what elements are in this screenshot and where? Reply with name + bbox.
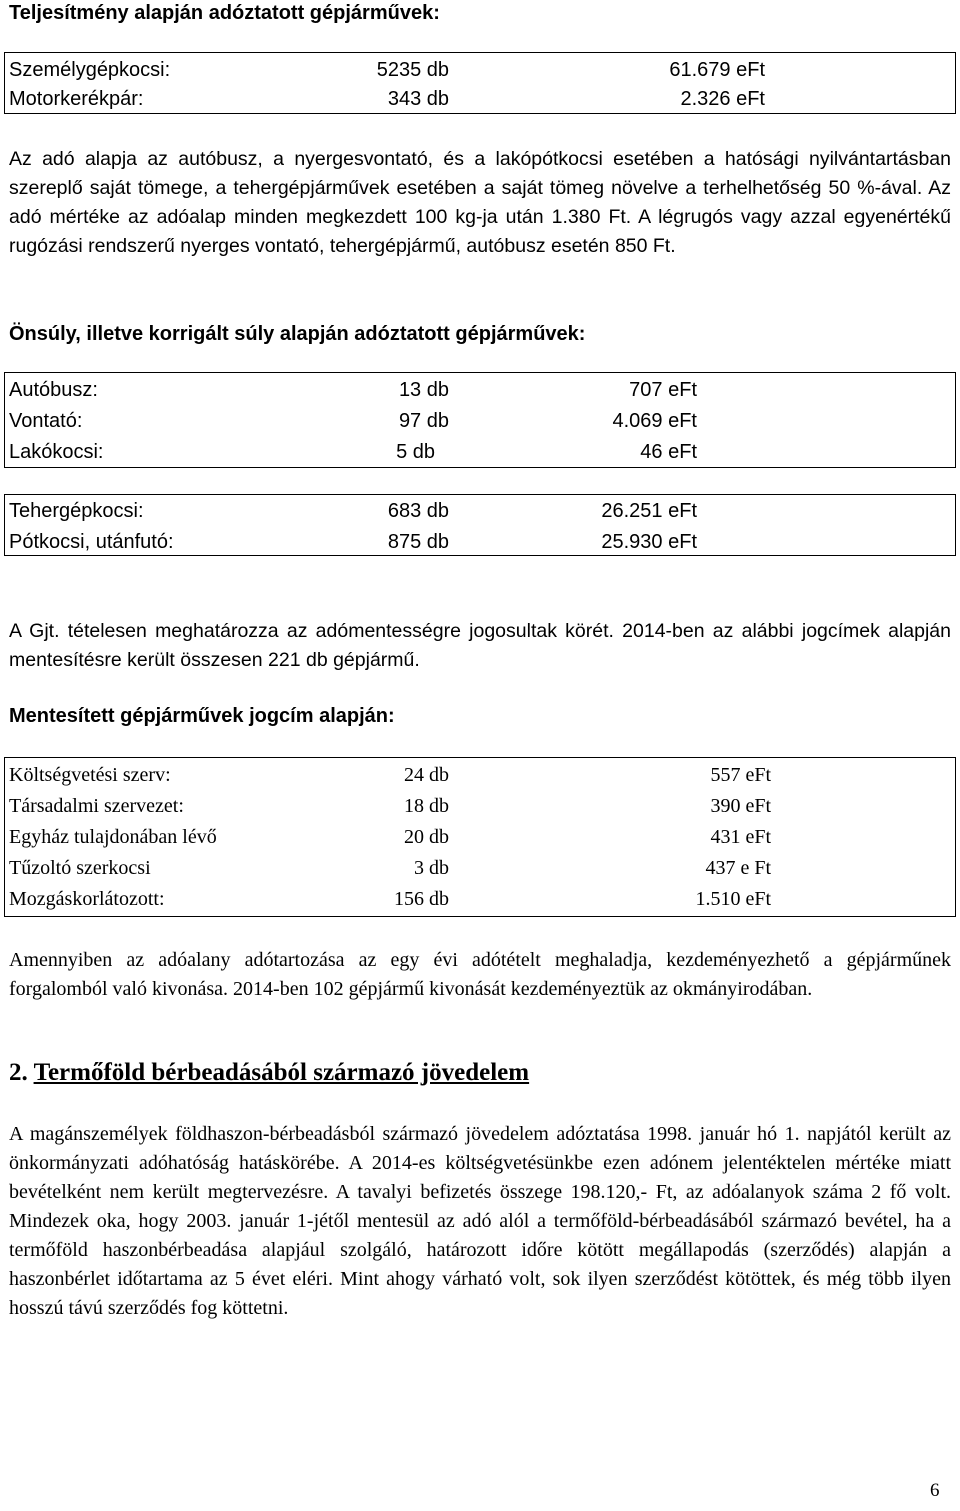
row-count: 24 db xyxy=(404,764,449,786)
row-count: 875 db xyxy=(387,531,449,553)
row-amount: 431 eFt xyxy=(710,826,771,848)
section-heading-exempt: Mentesített gépjárművek jogcím alapján: xyxy=(9,705,395,727)
row-amount: 390 eFt xyxy=(710,795,771,817)
tax-rate-text: Az adó mértéke az adóalap minden megkezdett 100 kg-ja után 1.380 Ft. xyxy=(9,177,951,228)
table-row xyxy=(9,55,949,85)
table-row xyxy=(9,884,949,914)
section-number: 2. xyxy=(9,1059,28,1086)
row-label: Vontató: xyxy=(9,410,83,432)
table-row xyxy=(9,437,949,467)
land-income-paragraph: A magánszemélyek földhaszon-bérbeadásból származó jövedelem adóztatása 1998. január hó 1. napjától került az önkormányzati adóhatóság hatáskörébe. A 2014-es költségvetésünkbe ezen adónem jelentéktelen mértéke miatt bevételként nem került megtervezésre. A tavalyi befizetés összege 198.120,- Ft, az adóalanyok száma 2 fő volt. Mindezek oka, hogy 2003. január 1-jétől mentesül az adó alól a termőföld-bérbeadásából származó bevétel, ha a termőföld haszonbérbeadása alapjául szolgáló, határozott időre kötött megállapodás (szerződés) alapján a haszonbérlet időtartama az 5 évet eléri. Mint ahogy várható volt, sok ilyen szerződést kötöttek, és még több ilyen hosszú távú szerződés fog köttetni. xyxy=(9,1123,951,1319)
row-amount: 26.251 eFt xyxy=(601,500,697,522)
section-4-title xyxy=(9,1059,529,1087)
row-count: 5235 db xyxy=(376,59,449,81)
row-count: 5 db xyxy=(396,441,435,463)
withdrawal-paragraph: Amennyiben az adóalany adótartozása az egy évi adótételt meghaladja, kezdeményezhető a gépjárműnek forgalomból való kivonása. 2014-ben 102 gépjármű kivonását kezdeményeztük az okmányirodában. xyxy=(9,949,951,1000)
row-count: 156 db xyxy=(394,888,449,910)
table-row xyxy=(9,822,949,852)
row-count: 18 db xyxy=(404,795,449,817)
row-label: Költségvetési szerv: xyxy=(9,764,171,786)
row-label: Autóbusz: xyxy=(9,379,98,401)
table-row xyxy=(9,853,949,883)
row-amount: 4.069 eFt xyxy=(612,410,697,432)
page-number: 6 xyxy=(930,1480,940,1501)
table-row xyxy=(9,496,949,526)
row-label: Személygépkocsi: xyxy=(9,59,171,81)
row-count: 683 db xyxy=(387,500,449,522)
table-row xyxy=(9,84,949,114)
row-count: 13 db xyxy=(398,379,449,401)
table-row xyxy=(9,527,949,557)
row-count: 3 db xyxy=(414,857,449,879)
row-amount: 557 eFt xyxy=(710,764,771,786)
row-count: 20 db xyxy=(404,826,449,848)
table-row xyxy=(9,406,949,436)
row-count: 97 db xyxy=(398,410,449,432)
air-suspension-text: A légrugós vagy azzal egyenértékű rugózási rendszerű nyerges vontató, tehergépjármű, autóbusz esetén 850 Ft. xyxy=(9,206,951,257)
table-row xyxy=(9,791,949,821)
row-label: Mozgáskorlátozott: xyxy=(9,888,165,910)
table-row xyxy=(9,375,949,405)
tax-basis-text: Az adó alapja az autóbusz, a nyergesvontató, és a lakópótkocsi esetében a hatósági nyilvántartásban szereplő saját tömege, a tehergépjárművek esetében a saját tömeg növelve a terhelhetőség 50 %-ával. xyxy=(9,148,951,199)
row-label: Pótkocsi, utánfutó: xyxy=(9,531,174,553)
row-label: Tehergépkocsi: xyxy=(9,500,144,522)
row-label: Tűzoltó szerkocsi xyxy=(9,857,151,879)
section-heading-weight: Önsúly, illetve korrigált súly alapján adóztatott gépjárművek: xyxy=(9,323,586,345)
row-count: 343 db xyxy=(387,88,449,110)
row-amount: 1.510 eFt xyxy=(695,888,771,910)
row-label: Társadalmi szervezet: xyxy=(9,795,184,817)
row-amount: 437 e Ft xyxy=(705,857,771,879)
row-amount: 61.679 eFt xyxy=(669,59,765,81)
row-amount: 25.930 eFt xyxy=(601,531,697,553)
row-label: Lakókocsi: xyxy=(9,441,104,463)
row-amount: 46 eFt xyxy=(640,441,697,463)
exemption-intro-paragraph: A Gjt. tételesen meghatározza az adómentességre jogosultak körét. 2014-ben az alábbi jogcímek alapján mentesítésre került összesen 221 db gépjármű. xyxy=(9,620,951,671)
row-label: Motorkerékpár: xyxy=(9,88,144,110)
row-amount: 707 eFt xyxy=(629,379,697,401)
row-label: Egyház tulajdonában lévő xyxy=(9,826,217,848)
section-heading-land: Termőföld bérbeadásából származó jövedelem xyxy=(33,1059,530,1086)
tax-basis-paragraph xyxy=(9,145,951,261)
table-row xyxy=(9,760,949,790)
section-heading-performance: Teljesítmény alapján adóztatott gépjárművek: xyxy=(9,2,440,24)
row-amount: 2.326 eFt xyxy=(680,88,765,110)
